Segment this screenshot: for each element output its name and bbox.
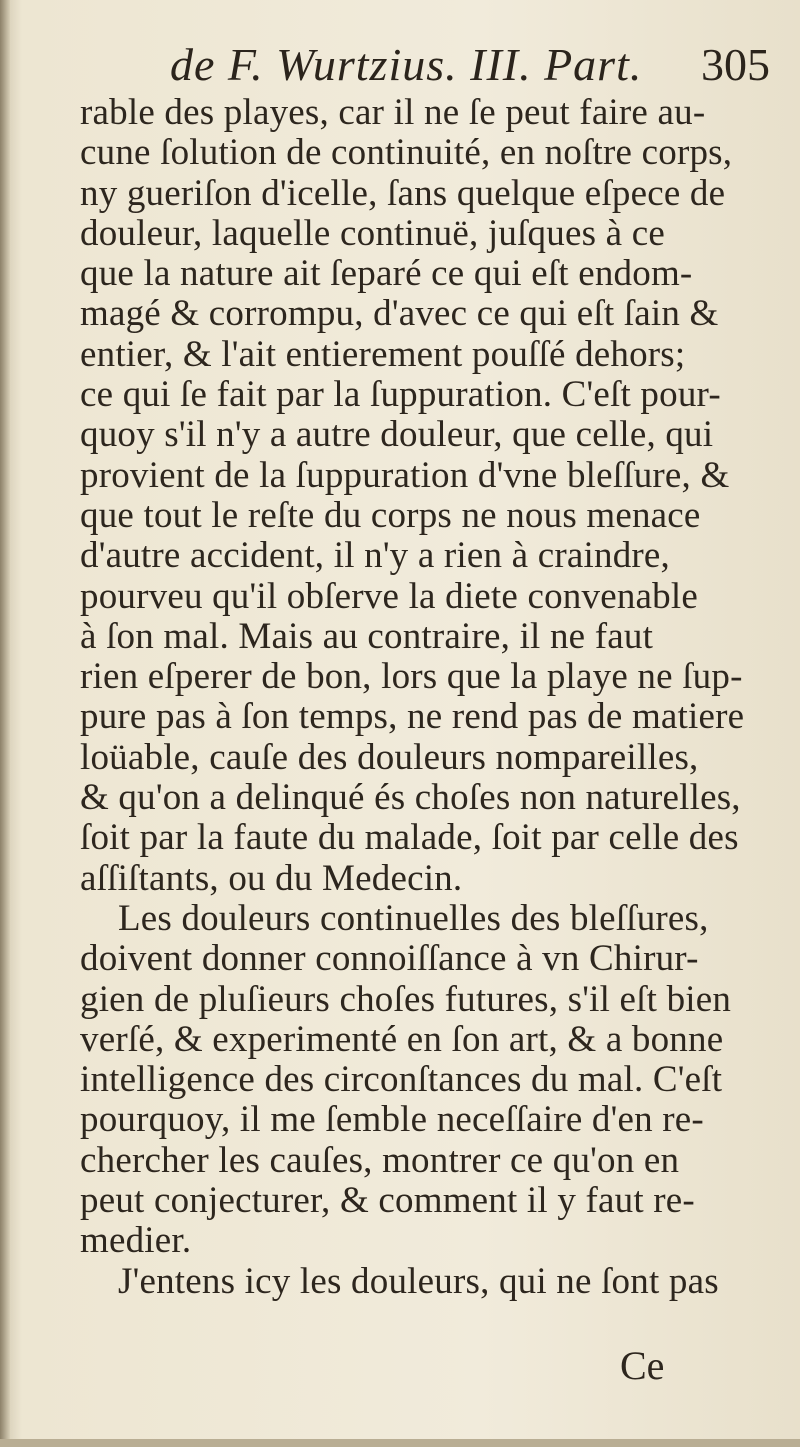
page-bottom-edge (0, 1439, 800, 1447)
text-line: magé & corrompu, d'avec ce qui eſt ſain & (80, 293, 719, 335)
text-line: gien de pluſieurs choſes futures, s'il eſt bien (80, 978, 732, 1020)
text-line: & qu'on a delinqué és choſes non naturelles, (80, 777, 741, 819)
running-header (170, 38, 770, 98)
text-line: que la nature ait ſeparé ce qui eſt endom- (80, 253, 693, 295)
text-line: peut conjecturer, & comment il y faut re- (80, 1180, 695, 1222)
text-line: quoy s'il n'y a autre douleur, que celle, qui (80, 414, 714, 456)
text-line: rable des playes, car il ne ſe peut faire au- (80, 92, 706, 133)
paragraph-start-line: J'entens icy les douleurs, qui ne ſont pas (118, 1260, 719, 1302)
text-line: pourquoy, il me ſemble neceſſaire d'en re- (80, 1099, 704, 1141)
text-line: chercher les cauſes, montrer ce qu'on en (80, 1139, 680, 1181)
text-line: pure pas à ſon temps, ne rend pas de matiere (80, 696, 745, 738)
text-line: doivent donner connoiſſance à vn Chirur- (80, 938, 699, 980)
text-line: loüable, cauſe des douleurs nompareilles, (80, 736, 699, 778)
text-line: aſſiſtants, ou du Medecin. (80, 857, 463, 899)
text-line: pourveu qu'il obſerve la diete convenable (80, 575, 698, 617)
body-text (80, 93, 790, 1302)
text-line: ce qui ſe fait par la ſuppuration. C'eſt pour- (80, 374, 721, 416)
text-line: que tout le reſte du corps ne nous menace (80, 494, 701, 536)
page-gutter (0, 0, 10, 1447)
text-line: medier. (80, 1220, 192, 1262)
text-line: entier, & l'ait entierement pouſſé dehors; (80, 333, 686, 375)
text-line: douleur, laquelle continuë, juſques à ce (80, 212, 665, 254)
text-line: intelligence des circonſtances du mal. C'eſt (80, 1059, 723, 1101)
text-line: verſé, & experimenté en ſon art, & a bonne (80, 1018, 724, 1060)
text-line: à ſon mal. Mais au contraire, il ne faut (80, 615, 654, 657)
text-line: ſoit par la faute du malade, ſoit par celle des (80, 817, 739, 859)
text-line: rien eſperer de bon, lors que la playe ne ſup- (80, 656, 743, 698)
text-line: d'autre accident, il n'y a rien à craindre, (80, 535, 670, 577)
catchword: Ce (620, 1343, 665, 1388)
running-title: de F. Wurtzius. III. Part. (170, 39, 643, 90)
text-line: ny gueriſon d'icelle, ſans quelque eſpece de (80, 172, 726, 214)
paragraph-start-line: Les douleurs continuelles des bleſſures, (118, 897, 709, 939)
text-line: provient de la ſuppuration d'vne bleſſure, & (80, 454, 730, 496)
page-number: 305 (701, 39, 770, 90)
text-line: cune ſolution de continuité, en noſtre corps, (80, 132, 733, 174)
